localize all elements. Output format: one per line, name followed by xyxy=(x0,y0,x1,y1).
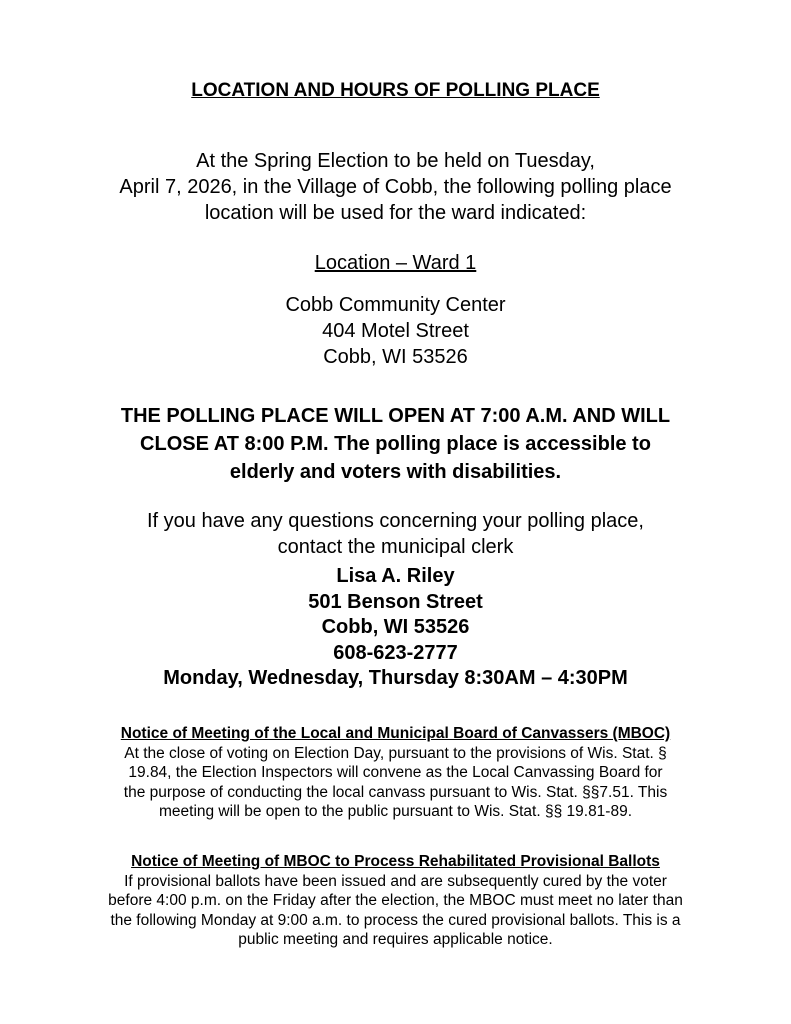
rehab-notice-line: If provisional ballots have been issued and are subsequently cured by the voter xyxy=(124,872,667,890)
clerk-contact xyxy=(0,564,791,692)
hours-line: CLOSE AT 8:00 P.M. The polling place is accessible to xyxy=(140,433,651,455)
rehab-ballots-notice xyxy=(40,852,751,950)
polling-hours xyxy=(40,402,751,486)
intro-line: April 7, 2026, in the Village of Cobb, the following polling place xyxy=(119,176,672,198)
questions-line: contact the municipal clerk xyxy=(277,536,514,558)
rehab-notice-heading: Notice of Meeting of MBOC to Process Rehabilitated Provisional Ballots xyxy=(131,853,660,870)
page-title: LOCATION AND HOURS OF POLLING PLACE xyxy=(191,80,600,101)
intro-line: At the Spring Election to be held on Tuesday, xyxy=(196,150,595,172)
questions-paragraph xyxy=(40,508,751,560)
mboc-notice-line: the purpose of conducting the local canvass pursuant to Wis. Stat. §§7.51. This xyxy=(123,783,668,801)
location-city: Cobb, WI 53526 xyxy=(323,346,468,368)
mboc-notice xyxy=(40,724,751,822)
questions-line: If you have any questions concerning your polling place, xyxy=(147,510,644,532)
location-heading: Location – Ward 1 xyxy=(314,252,477,274)
hours-line: THE POLLING PLACE WILL OPEN AT 7:00 A.M. AND WILL xyxy=(120,405,671,427)
polling-address xyxy=(0,292,791,370)
intro-paragraph xyxy=(40,148,751,226)
mboc-notice-line: 19.84, the Election Inspectors will convene as the Local Canvassing Board for xyxy=(128,764,663,781)
mboc-notice-line: At the close of voting on Election Day, pursuant to the provisions of Wis. Stat. § xyxy=(124,744,667,762)
clerk-name: Lisa A. Riley xyxy=(336,565,455,587)
location-name: Cobb Community Center xyxy=(285,294,506,316)
hours-line: elderly and voters with disabilities. xyxy=(229,461,562,483)
clerk-phone: 608-623-2777 xyxy=(333,641,458,664)
location-street: 404 Motel Street xyxy=(322,320,469,342)
rehab-notice-line: before 4:00 p.m. on the Friday after the election, the MBOC must meet no later than xyxy=(108,892,683,909)
rehab-notice-line: public meeting and requires applicable notice. xyxy=(238,931,553,948)
clerk-office-hours: Monday, Wednesday, Thursday 8:30AM – 4:30PM xyxy=(163,667,628,689)
clerk-city: Cobb, WI 53526 xyxy=(321,616,470,638)
mboc-notice-line: meeting will be open to the public pursuant to Wis. Stat. §§ 19.81-89. xyxy=(158,803,633,820)
intro-line: location will be used for the ward indicated: xyxy=(204,202,587,224)
clerk-street: 501 Benson Street xyxy=(308,590,483,613)
rehab-notice-line: the following Monday at 9:00 a.m. to process the cured provisional ballots. This is a xyxy=(110,911,681,929)
mboc-notice-heading: Notice of Meeting of the Local and Municipal Board of Canvassers (MBOC) xyxy=(120,725,671,742)
